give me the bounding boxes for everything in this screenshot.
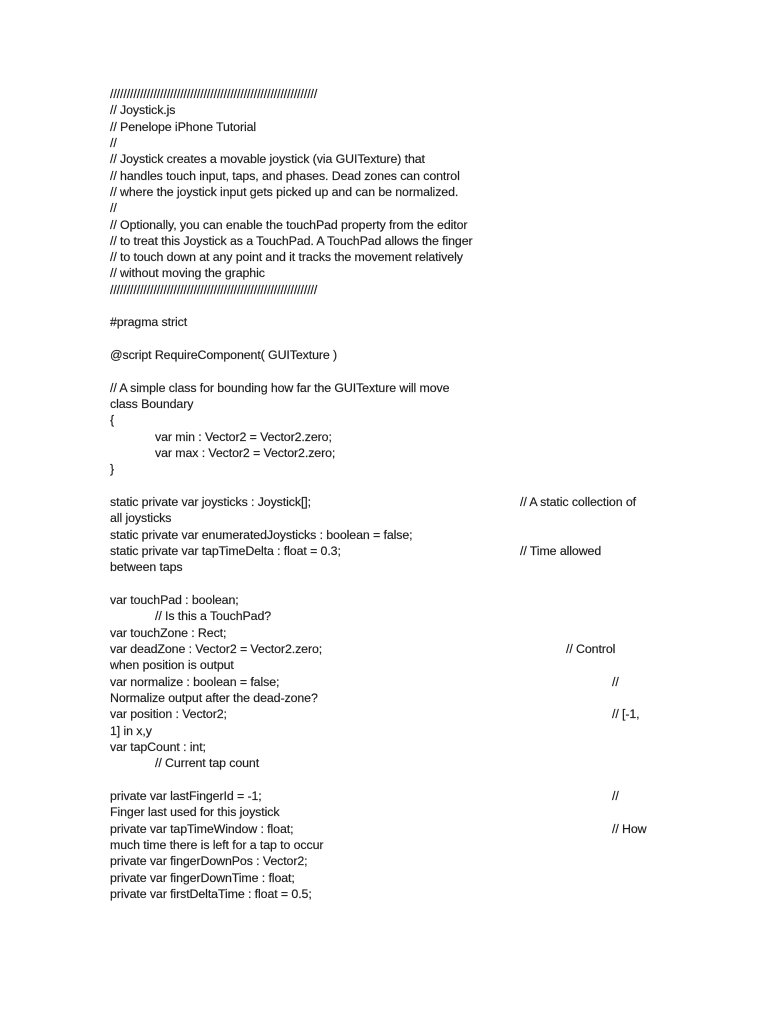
code-line: class Boundary (110, 397, 194, 411)
code-line: static private var enumeratedJoysticks : boolean = false; (110, 528, 413, 542)
code-line: #pragma strict (110, 315, 188, 329)
code-line: private var fingerDownPos : Vector2; (110, 854, 308, 868)
code-line: var touchZone : Rect; (110, 626, 227, 640)
code-line: 1] in x,y (110, 724, 152, 738)
code-comment: // A static collection of (520, 495, 636, 509)
code-line: private var fingerDownTime : float; (110, 871, 295, 885)
code-line: // Current tap count (155, 756, 260, 770)
code-line: // without moving the graphic (110, 266, 265, 280)
code-line: var touchPad : boolean; (110, 593, 239, 607)
code-line: private var lastFingerId = -1; (110, 789, 262, 803)
code-line: // (110, 201, 117, 215)
code-line: // where the joystick input gets picked up and can be normalized. (110, 185, 459, 199)
code-comment: // Time allowed (520, 544, 602, 558)
code-line: Finger last used for this joystick (110, 805, 280, 819)
code-line: private var tapTimeWindow : float; (110, 822, 294, 836)
code-line: // (110, 136, 117, 150)
code-line: var position : Vector2; (110, 707, 227, 721)
code-line: var min : Vector2 = Vector2.zero; (155, 430, 332, 444)
code-line: much time there is left for a tap to occur (110, 838, 324, 852)
code-line: when position is output (110, 658, 234, 672)
header-divider: ////////////////////////////////////////////////////////////// (110, 87, 318, 101)
code-line: between taps (110, 560, 183, 574)
code-line: // handles touch input, taps, and phases. Dead zones can control (110, 169, 460, 183)
code-comment: // [-1, (612, 707, 640, 721)
code-line: static private var joysticks : Joystick[]; (110, 495, 311, 509)
code-line: var max : Vector2 = Vector2.zero; (155, 446, 336, 460)
code-comment: // Control (566, 642, 616, 656)
code-line: // Joystick.js (110, 103, 176, 117)
code-line: var deadZone : Vector2 = Vector2.zero; (110, 642, 323, 656)
code-comment: // How (612, 822, 647, 836)
code-line: // A simple class for bounding how far the GUITexture will move (110, 381, 450, 395)
code-line: @script RequireComponent( GUITexture ) (110, 348, 338, 362)
code-line: // Is this a TouchPad? (155, 609, 272, 623)
code-line: // Joystick creates a movable joystick (via GUITexture) that (110, 152, 425, 166)
code-comment: // (612, 675, 619, 689)
code-line: // to touch down at any point and it tracks the movement relatively (110, 250, 463, 264)
code-comment: // (612, 789, 619, 803)
code-line: all joysticks (110, 511, 172, 525)
code-line: // Optionally, you can enable the touchPad property from the editor (110, 218, 468, 232)
code-line: static private var tapTimeDelta : float = 0.3; (110, 544, 341, 558)
code-line: var normalize : boolean = false; (110, 675, 280, 689)
code-line: private var firstDeltaTime : float = 0.5; (110, 887, 312, 901)
code-line: Normalize output after the dead-zone? (110, 691, 318, 705)
code-line: var tapCount : int; (110, 740, 206, 754)
code-line: { (110, 413, 115, 427)
code-line: } (110, 462, 115, 476)
code-line: // to treat this Joystick as a TouchPad. A TouchPad allows the finger (110, 234, 473, 248)
header-divider: ////////////////////////////////////////////////////////////// (110, 283, 318, 297)
code-line: // Penelope iPhone Tutorial (110, 120, 257, 134)
